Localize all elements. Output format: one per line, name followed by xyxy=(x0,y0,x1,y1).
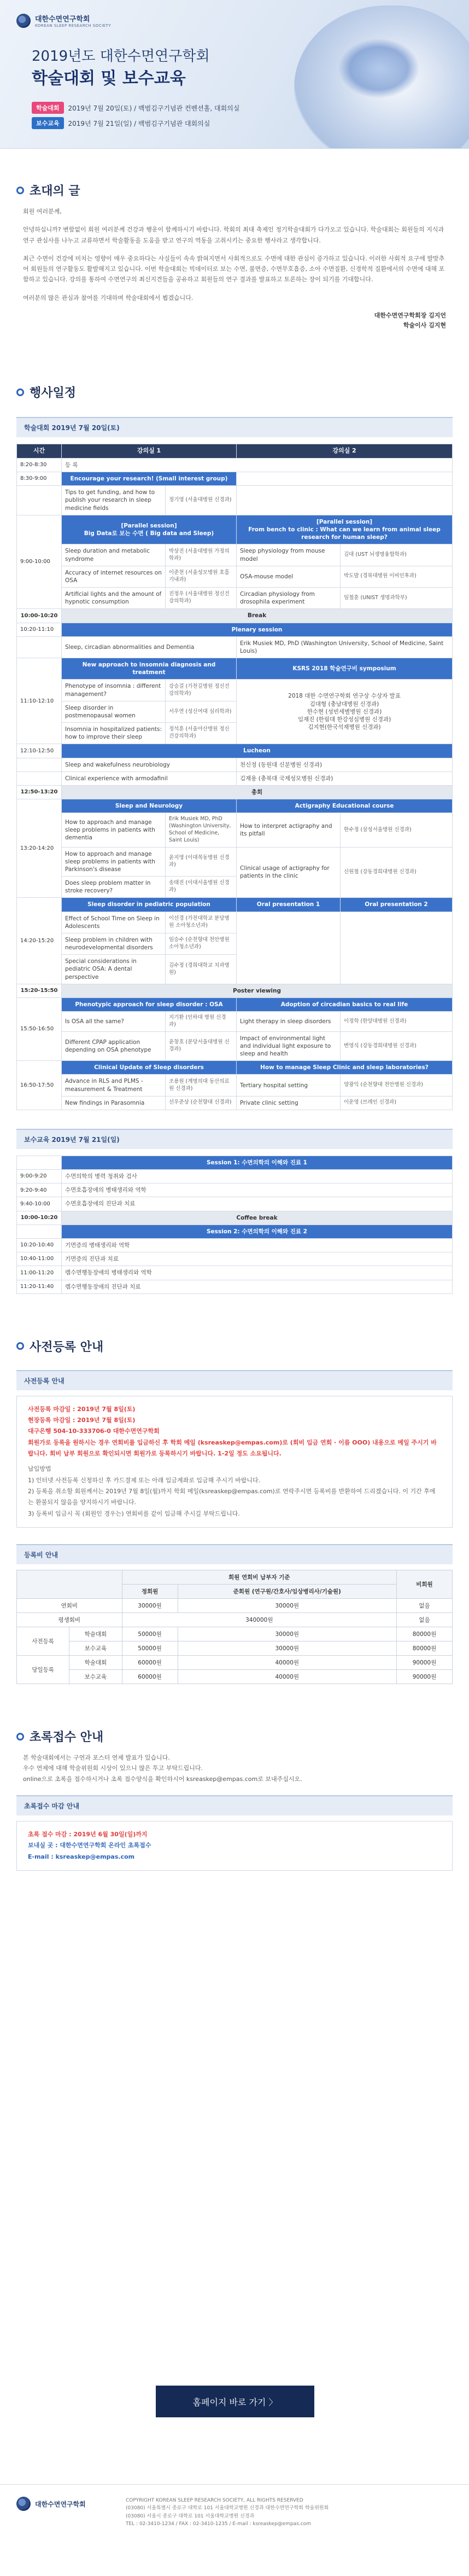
abstract-l3: E-mail : ksreaskep@empas.com xyxy=(28,1853,135,1860)
table-row: 15:50-16:50 Phenotypic approach for sleep disorder : OSA Adoption of circadian basics to real life xyxy=(17,997,453,1011)
reg-line2: 현장등록 마감일 : 2019년 7월 8일(토) xyxy=(28,1417,136,1424)
abstract-p1: 본 학술대회에서는 구연과 포스터 연제 발표가 있습니다. xyxy=(23,1754,170,1762)
table-row: Is OSA all the same? 지기환 (인하대 병원 신경과) Light therapy in sleep disorders 이정학 (한양대병원 신경과) xyxy=(17,1012,453,1032)
table-row: 8:30-9:00 Encourage your research! (Small interest group) xyxy=(17,472,453,486)
abstract-l2: 보내실 곳 : 대한수면연구학회 온라인 초록접수 xyxy=(28,1842,151,1849)
greeting-p2: 안녕하십니까? 변함없이 회원 여러분께 건강과 행운이 함께하시기 바랍니다. 학회의 최대 축제인 정기학술대회가 다가오고 있습니다. 학술대회는 회원들의 지식과 연구 관심사를 나누고 교류하면서 학술활동을 도움을 받고 연구의 역동을 고취시키는 중요한 행사라고 생각합니다. xyxy=(23,226,444,244)
footer-logo xyxy=(16,2497,109,2511)
table-row: Tips to get funding, and how to publish your research in sleep medicine fields 정기영 (서울대병원 신경과) xyxy=(17,486,453,515)
table-row: 15:20-15:50 Poster viewing xyxy=(17,984,453,997)
bullet-icon xyxy=(16,1733,24,1740)
table-row: 9:20-9:40 수면호흡장애의 병태생리와 역학 xyxy=(17,1183,453,1197)
reg-line5: 납입방법 xyxy=(28,1465,51,1473)
table-row: Accuracy of internet resources on OSA 이준천 (서울성모병원 호흡기내과) OSA-mouse model 박도발 (경북대병원 이비인후과) xyxy=(17,566,453,587)
table-row: 16:50-17:50 Clinical Update of Sleep disorders How to manage Sleep Clinic and sleep laboratories? xyxy=(17,1061,453,1075)
reg-line6: 1) 인터넷 사전등록 신청하신 후 카드결제 또는 아래 입금계좌로 입금해 주시기 바랍니다. xyxy=(28,1476,261,1484)
table-row: Sleep duration and metabolic syndrome 박상진 (서울대병원 가정의학과) Sleep physiology from mouse model 김대 (UST 뇌생명융합학과) xyxy=(17,544,453,566)
table-row: 보수교육 50000원 30000원 80000원 xyxy=(17,1641,453,1656)
table-row: How to approach and manage sleep problems in patients with dementia Erik Musiek MD, PhD (Washington University, School of Medicine, Saint Louis) How to interpret actigraphy and its pitfall 한수정 (삼성서울병원 신경과) xyxy=(17,813,453,847)
table-header: 시간 강의실 1 강의실 2 xyxy=(17,444,453,459)
org-name: 대한수면연구학회 xyxy=(35,15,90,24)
hero-info-conference xyxy=(32,102,239,114)
footer-text: COPYRIGHT KOREAN SLEEP RESEARCH SOCIETY, ALL RIGHTS RESERVED (03080) 서울특별시 종로구 대학로 101 서울대학교병원 신경과 대한수면연구학회 학술위원회 (03080) 서울시 종로구 대학로 101 서울대학교병원 신경과 TEL : 02-3410-1234 / FAX : 02-3410-1235 / E-mail : ksreaskep@empas.com xyxy=(126,2498,329,2527)
table-row: 정회원 준회원 (연구원/간호사/임상병리사/기술원) xyxy=(17,1585,453,1599)
bullet-icon xyxy=(16,388,24,396)
bullet-icon xyxy=(16,1342,24,1350)
logo-icon xyxy=(16,14,31,28)
table-row: Different CPAP application depending on OSA phenotype 윤창호 (분당서울대병원 신경과) Impact of environmental light and individual light exposure to sleep and health 변영식 (강동경희대병원 신경과) xyxy=(17,1031,453,1061)
table-row: Artificial lights and the amount of hypnotic consumption 진정우 (서울대병원 정신건강의학과) Circadian physiology from drosophila experiment 임철훈 (UNIST 생명과학부) xyxy=(17,588,453,609)
hero-banner xyxy=(0,0,469,149)
greeting-sign xyxy=(23,311,446,331)
table-row: 보수교육 60000원 40000원 90000원 xyxy=(17,1670,453,1684)
table-row: 평생회비 340000원 없음 xyxy=(17,1613,453,1627)
table-row: 12:50-13:20 총회 xyxy=(17,785,453,799)
table-row: Session 2: 수면의학의 이해와 진료 2 xyxy=(17,1225,453,1238)
education-info: 2019년 7월 21일(일) / 백범김구기념관 대회의실 xyxy=(68,119,210,127)
table-row: New findings in Parasomnia 선우준상 (순천향대 신경과) Private clinic setting 이운영 (브레인 신경과) xyxy=(17,1096,453,1110)
org-logo xyxy=(16,13,111,28)
table-row: 9:40-10:00 수면호흡장애의 진단과 치료 xyxy=(17,1197,453,1211)
sign-director: 학술이사 김지현 xyxy=(403,322,446,329)
reg-line3: 대구은행 504-10-333706-0 대한수면연구학회 xyxy=(28,1428,160,1435)
table-row: Insomnia in hospitalized patients: how to improve their sleep 정석훈 (서울아산병원 정신건강의학과) xyxy=(17,723,453,744)
schedule-title: 행사일정 xyxy=(30,386,77,401)
table-row: Sleep disorder in postmenopausal women 서우연 (성신여대 심리학과) xyxy=(17,701,453,722)
table-row: 14:20-15:20 Sleep disorder in pediatric population Oral presentation 1 Oral presentation 2 xyxy=(17,898,453,912)
abstract-l1: 초록 접수 마감 : 2019년 6월 30일(일)까지 xyxy=(28,1830,148,1838)
footer-org: 대한수면연구학회 xyxy=(35,2500,86,2508)
table-row: Sleep, circadian abnormalities and Dementia Erik Musiek MD, PhD (Washington University, School of Medicine, Saint Louis) xyxy=(17,636,453,658)
registration-title: 사전등록 안내 xyxy=(30,1340,104,1354)
reg-line7: 2) 등록을 취소할 회원께서는 2019년 7월 8일(월)까지 학회 메일(ksreaskep@empas.com)로 연락주시면 등록비를 반환하여 드리겠습니다. 이 기간 후에는 환불되지 않음을 양지하시기 바랍니다. xyxy=(28,1488,436,1506)
table-row: 10:40-11:00 기면증의 진단과 치료 xyxy=(17,1252,453,1266)
table-row: 12:10-12:50 Lucheon xyxy=(17,744,453,758)
registration-box xyxy=(16,1396,453,1528)
greeting-p4: 여러분의 많은 관심과 참여를 기대하며 학술대회에서 뵙겠습니다. xyxy=(23,294,194,301)
table-row: Advance in RLS and PLMS - measurement & Treatment 조용원 (계명의대 동산의료원 신경과) Tertiary hospital setting 양광익 (순천향대 천안병원 신경과) xyxy=(17,1075,453,1096)
footer xyxy=(0,2484,469,2540)
greeting-p1: 회원 여러분께, xyxy=(23,208,62,215)
table-row: 11:10-12:10 New approach to insomnia diagnosis and treatment KSRS 2018 학술연구비 symposium xyxy=(17,658,453,680)
hero-title-year: 2019년도 대한수면연구학회 xyxy=(32,48,210,65)
table-row: How to approach and manage sleep problems in patients with Parkinson's disease 윤지영 (이대목동병원 신경과) Clinical usage of actigraphy for patients in the clinic 신원철 (강동경희대병원 신경과) xyxy=(17,847,453,877)
logo-icon xyxy=(16,2497,31,2511)
table-row: Sleep and wakefulness neurobiology 천신정 (동원대 신분병원 신경과) xyxy=(17,758,453,771)
tag-conference: 학술대회 xyxy=(32,102,64,114)
registration-sub: 사전등록 안내 xyxy=(16,1370,453,1390)
day1-schedule-table xyxy=(16,444,453,1110)
conference-info: 2019년 7월 20일(토) / 백범김구기념관 컨벤션홀, 대회의실 xyxy=(68,104,240,112)
reg-line1: 사전등록 마감일 : 2019년 7월 8일(토) xyxy=(28,1405,136,1413)
table-row: Effect of School Time on Sleep in Adolescents 이선경 (가천대학교 분당병원 소아청소년과) xyxy=(17,912,453,933)
registration-heading xyxy=(0,1338,469,1355)
day2-label: 보수교육 2019년 7월 21일(일) xyxy=(16,1129,453,1149)
abstract-p2: 우수 연제에 대해 학술위원회 시상이 있으니 많은 투고 부탁드립니다. xyxy=(23,1765,203,1772)
table-row: Session 1: 수면의학의 이해와 진료 1 xyxy=(17,1156,453,1169)
abstract-p3: online으로 초록을 접수하시거나 초록 접수양식을 확인하시어 ksreaskep@empas.com로 보내주십시오. xyxy=(23,1775,302,1783)
abstract-body xyxy=(0,1745,469,1784)
fee-table xyxy=(16,1570,453,1684)
table-row: 당일등록 학술대회 60000원 40000원 90000원 xyxy=(17,1656,453,1670)
table-row: 9:00-9:20 수면의학의 병력 청취와 검사 xyxy=(17,1170,453,1183)
hero-title: 학술대회 및 보수교육 xyxy=(32,69,186,88)
greeting-title: 초대의 글 xyxy=(30,184,80,198)
table-row: Special considerations in pediatric OSA: A dental perspective 김수정 (경희대학교 치과병원) xyxy=(17,955,453,984)
homepage-button[interactable]: 홈페이지 바로 가기 〉 xyxy=(156,2386,314,2417)
table-row: 10:00-10:20 Coffee break xyxy=(17,1211,453,1225)
abstract-sub: 초록접수 마감 안내 xyxy=(16,1795,453,1815)
table-row: Clinical experience with armodafinil 김재용 (충북대 국제성모병원 신경과) xyxy=(17,771,453,785)
table-row: 9:00-10:00 [Parallel session] Big Data로 보는 수면 ( Big data and Sleep) [Parallel session] From bench to clinic : What can we learn from animal sleep research for human sleep? xyxy=(17,515,453,544)
day2-schedule-table xyxy=(16,1156,453,1294)
table-row: Phenotype of insomnia : different management? 강승걸 (가천길병원 정신건강의학과) 2018 대한 수면연구학회 연구상 수상자 발표 김대형 (충남대병원 신경과) 한수현 (성빈세별병원 신경과) 임재진 (한림대 한강성심병원 신경과) 김지현(한국석재병원 신경과) xyxy=(17,680,453,701)
reg-line4: 회원가로 등록을 원하시는 경우 연회비를 입금하신 후 학회 메일 (ksreaskep@empas.com)로 (회비 입금 연회 · 이름 OOO) 내용으로 메일 주시기 바랍니다. 회비 납부 회원으로 확인되시면 회원가로 등록하시기 바랍니다. 1-2일 정도 소요됩니다. xyxy=(28,1438,437,1458)
bullet-icon xyxy=(16,187,24,194)
abstract-heading xyxy=(0,1728,469,1745)
org-sub: KOREAN SLEEP RESEARCH SOCIETY xyxy=(35,24,112,28)
table-row: 회원 연회비 납부자 기준 비회원 xyxy=(17,1570,453,1585)
sign-president: 대한수면연구학회장 김지언 xyxy=(374,311,446,319)
schedule-heading xyxy=(0,384,469,401)
greeting-body xyxy=(0,199,469,331)
reg-line8: 3) 등록비 입금시 꼭 (회원인 경우는) 연회비를 같이 입금해 주시길 부탁드립니다. xyxy=(28,1510,240,1517)
brain-illustration xyxy=(338,38,420,98)
table-row: 11:20-11:40 렘수면행동장애의 진단과 치료 xyxy=(17,1280,453,1293)
table-row: 10:20-11:10 Plenary session xyxy=(17,623,453,636)
table-row: 11:00-11:20 렘수면행동장애의 병태생리와 역학 xyxy=(17,1266,453,1280)
fee-sub: 등록비 안내 xyxy=(16,1544,453,1564)
table-row: 연회비 30000원 30000원 없음 xyxy=(17,1599,453,1613)
hero-info-education xyxy=(32,117,210,129)
abstract-box xyxy=(16,1821,453,1871)
table-row: 10:00-10:20 Break xyxy=(17,609,453,623)
greeting-heading xyxy=(0,182,469,199)
table-row: Does sleep problem matter in stroke recovery? 송태진 (이대서울병원 신경과) xyxy=(17,877,453,898)
abstract-title: 초록접수 안내 xyxy=(30,1731,104,1745)
table-row: Sleep problem in children with neurodevelopmental disorders 임승수 (순천향대 천안병원 소아청소년과) xyxy=(17,933,453,954)
greeting-p3: 최근 수면이 건강에 미치는 영향이 매우 중요하다는 사실들이 속속 밝혀지면서 사회적으로도 수면에 대한 관심이 증가하고 있습니다. 이러한 사회적 요구에 발맞추어 회원들의 연구활동도 활발해지고 있습니다. 이번 학술대회는 빅데이터로 보는 수면, 불면증, 수면무호흡증, 소아 수면질환, 신경학적 질환에서의 수면에 대해 포함하고 있습니다. 강의를 통하여 수면연구의 최신지견들을 공유하고 회원들의 연구 결과를 발표하고 토론하는 장이 되기를 기대합니다. xyxy=(23,254,445,283)
day1-label: 학술대회 2019년 7월 20일(토) xyxy=(16,417,453,437)
table-row: 8:20-8:30 등 록 xyxy=(17,458,453,472)
table-row: 13:20-14:20 Sleep and Neurology Actigraphy Educational course xyxy=(17,799,453,813)
table-row: 10:20-10:40 기면증의 병태생리와 역학 xyxy=(17,1238,453,1252)
tag-education: 보수교육 xyxy=(32,117,64,129)
table-row: 사전등록 학술대회 50000원 30000원 80000원 xyxy=(17,1627,453,1641)
